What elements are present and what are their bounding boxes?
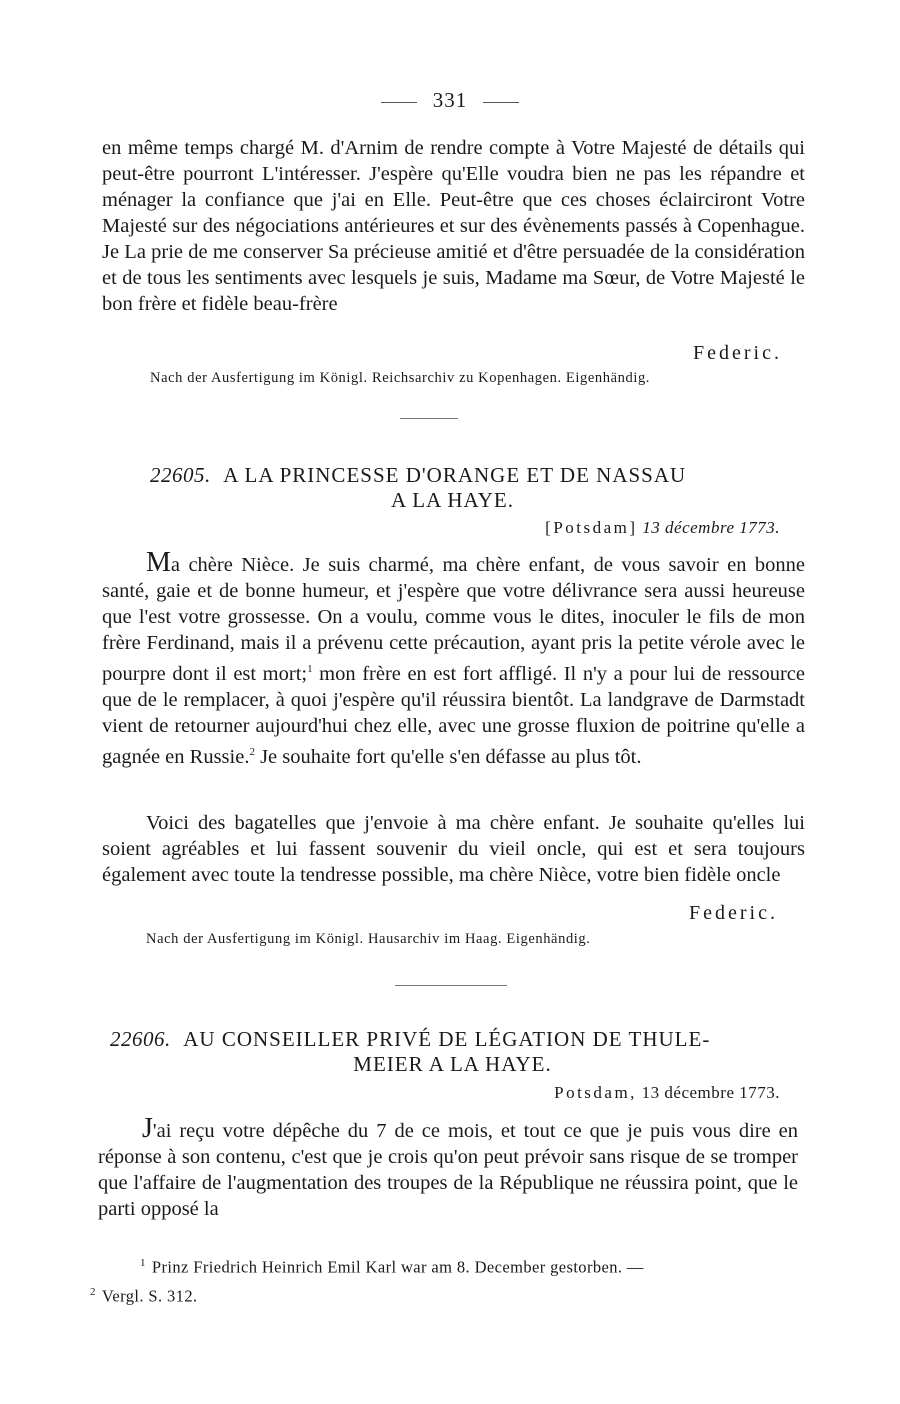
letter3-heading: [100, 1027, 805, 1077]
footnote-1: [90, 1251, 805, 1280]
letter2-paragraph-2: Voici des bagatelles que j'envoie à ma chère enfant. Je souhaite qu'elles lui soient agréables et lui fassent souvenir du vieil oncle, qui est et sera toujours également avec toute la tendresse possible, ma chère Nièce, votre bien fidèle oncle: [102, 812, 805, 886]
footnote-2: [90, 1280, 805, 1309]
letter2-paragraph-1: [102, 547, 805, 770]
letter3-title-line2: MEIER A LA HAYE.: [353, 1052, 552, 1076]
letter2-heading: [100, 463, 805, 513]
letter2-number: 22605.: [150, 463, 211, 487]
footnotes: [90, 1251, 805, 1308]
letter2-p1-text-c: Je souhaite fort qu'elle s'en défasse au plus tôt.: [254, 745, 642, 768]
footnote-ref-1: 1: [307, 663, 313, 675]
letter2-place: [Potsdam]: [545, 518, 638, 537]
letter2-dateline: [545, 518, 780, 538]
letter3-paragraph-1: [98, 1113, 798, 1222]
letter3-initial: J: [142, 1113, 153, 1144]
letter3-place: Potsdam,: [554, 1083, 637, 1102]
letter1-signature: Federic.: [693, 342, 782, 364]
footnote-1-mark: 1: [140, 1257, 146, 1269]
footnote-ref-2: 2: [249, 745, 255, 758]
letter2-source-note: Nach der Ausfertigung im Königl. Hausarchiv im Haag. Eigenhändig.: [146, 931, 591, 947]
letter2-p1-text-b: mon frère en est fort affligé. Il n'y a pour lui de ressource que de le remplacer, à quoi j'espère qu'il réussira bientôt. La landgrave de Darmstadt vient de retourner aujourd'hui chez elle, avec une grosse fluxion de poitrine qu'elle a gagnée en Russie.: [102, 662, 805, 768]
letter2-initial: M: [146, 547, 171, 578]
header-rule-right: [483, 102, 519, 103]
letter2-date: 13 décembre 1773.: [642, 518, 780, 537]
letter3-title-line1: AU CONSEILLER PRIVÉ DE LÉGATION DE THULE-: [183, 1027, 711, 1051]
letter2-title-line2: A LA HAYE.: [391, 488, 514, 512]
section-separator-2: [395, 985, 507, 986]
letter2-p1-text-a: a chère Nièce. Je suis charmé, ma chère enfant, de vous savoir en bonne santé, gaie et de bonne humeur, et j'espère que votre délivrance sera aussi heureuse que l'est votre grossesse. On a voulu, comme vous le dites, inoculer le fils de mon frère Ferdinand, mais il a prévenu cette précaution, ayant pris la petite vérole avec le pourpre dont il est mort;: [102, 554, 805, 685]
footnote-1-text: Prinz Friedrich Heinrich Emil Karl war am 8. December gestorben. —: [151, 1257, 644, 1277]
footnote-2-mark: 2: [90, 1285, 96, 1298]
page-number: 331: [432, 88, 468, 112]
letter2-signature: Federic.: [689, 902, 778, 924]
letter3-number: 22606.: [110, 1027, 171, 1051]
letter1-source-note: Nach der Ausfertigung im Königl. Reichsarchiv zu Kopenhagen. Eigenhändig.: [150, 370, 651, 386]
header-rule-left: [381, 102, 417, 103]
page-header: [0, 88, 900, 113]
letter3-dateline: [554, 1083, 780, 1103]
letter1-body: en même temps chargé M. d'Arnim de rendre compte à Votre Majesté de détails qui peut-être pourront L'intéresser. J'espère qu'Elle voudra bien ne pas les répandre et ménager la confiance que j'ai en Elle. Peut-être que ces choses éclairciront Votre Majesté sur des négociations antérieures et sur des évènements passés à Copenhague. Je La prie de me conserver Sa précieuse amitié et d'être persuadée de la considération et de tous les sentiments avec lesquels je suis, Madame ma Sœur, de Votre Majesté le bon frère et fidèle beau-frère: [102, 137, 805, 315]
letter3-date: 13 décembre 1773.: [641, 1083, 780, 1102]
letter3-p1-text: 'ai reçu votre dépêche du 7 de ce mois, et tout ce que je puis vous dire en réponse à son contenu, c'est que je crois qu'on peut prévoir sans risque de se tromper que l'affaire de l'augmentation des troupes de la République ne réussira point, que le parti opposé la: [98, 1120, 798, 1220]
footnote-2-text: Vergl. S. 312.: [101, 1286, 198, 1305]
section-separator: [400, 418, 458, 419]
letter2-title-line1: A LA PRINCESSE D'ORANGE ET DE NASSAU: [223, 463, 687, 487]
